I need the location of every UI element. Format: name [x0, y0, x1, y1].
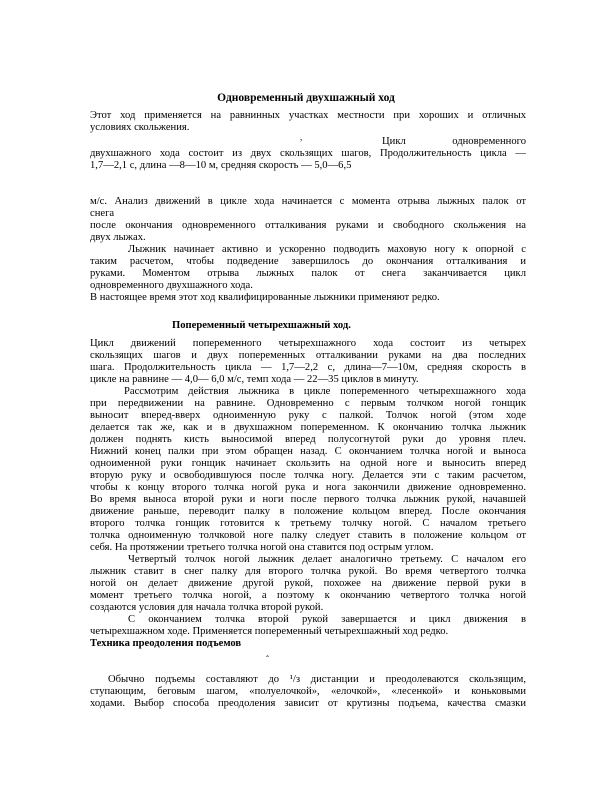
text-line: выносит вперед-вверх одноименную руку с палкой. Толчок ногой (этом ходе: [90, 410, 526, 421]
text-line: руками. Моментом отрыва лыжных палок от снега заканчивается цикл: [90, 268, 526, 279]
text-line: создаются условия для начала толчка второй рукой.: [90, 602, 324, 613]
section-heading-climbing-technique: Техника преодоления подъемов: [90, 638, 242, 649]
text-line: условиях скольжения.: [90, 122, 190, 133]
text-line: момент третьего толчка ногой, а поэтому к окончанию четвертого толчка ногой: [90, 590, 526, 601]
text-line: Цикл движений попеременного четырехшажного хода состоит из четырех: [90, 338, 526, 349]
section-title-simultaneous-two-step: Одновременный двухшажный ход: [217, 92, 395, 104]
text-line: м/с. Анализ движений в цикле хода начинается с момента отрыва лыжных палок от: [90, 196, 526, 207]
text-line: одновременного двухшажного хода.: [90, 280, 253, 291]
text-line: В настоящее время этот ход квалифицированные лыжники применяют редко.: [90, 292, 440, 303]
text-line: Лыжник начинает активно и ускоренно подводить маховую ногу к опорной с: [128, 244, 526, 255]
text-line: должен поднять кисть выносимой вперед полусогнутой руки до уровня плеч.: [90, 434, 526, 445]
text-line: 1,7—2,1 с, длина —8—10 м, средняя скорость — 5,0—6,5: [90, 160, 352, 171]
text-line: Во время выноса второй руки и ноги после первого толчка лыжник рукой, начавшей: [90, 494, 526, 505]
text-line: снега: [90, 208, 115, 219]
text-line: двухшажного хода состоит из двух скользящих шагов, Продолжительность цикла —: [90, 148, 526, 159]
text-line: цикле на равнине — 4,0— 6,0 м/с, темп хода — 22—35 циклов в минуту.: [90, 374, 419, 385]
text-line: Цикл одновременного: [382, 136, 526, 147]
text-line: при передвижении на равнине. Одновременно с первым толчком ногой гонщик: [90, 398, 526, 409]
stray-mark: ,: [300, 132, 303, 142]
text-line: таким расчетом, чтобы подведение завершилось до окончания отталкивания и: [90, 256, 526, 267]
text-line: чтобы к концу второго толчка ногой рука и нога закончили движение одновременно.: [90, 482, 526, 493]
text-line: скользящих шагов и двух попеременных отталкивании руками на два последних: [90, 350, 526, 361]
text-line: С окончанием толчка второй рукой завершается и цикл движения в: [128, 614, 526, 625]
stray-mark: ˆ: [266, 654, 269, 664]
text-line: одноименной руки гонщик начинает скользить на одной ноге и выносить вперед: [90, 458, 526, 469]
text-line: движение раньше, переводит палку в положение кольцом вперед. После окончания: [90, 506, 526, 517]
text-line: толчка одноименную толчковой ноге палку следует ставить в положение кольцом от: [90, 530, 526, 541]
text-line: Обычно подъемы составляют до ¹/з дистанции и преодолеваются скользящим,: [108, 674, 526, 685]
text-line: себя. На протяжении третьего толчка ногой она ставится под острым углом.: [90, 542, 434, 553]
text-line: после окончания одновременного отталкивания руками и свободного скольжения на: [90, 220, 526, 231]
section-heading-four-step: Попеременный четырехшажный ход.: [172, 320, 351, 331]
text-line: ступающим, беговым шагом, «полуелочкой», «елочкой», «лесенкой» и коньковыми: [90, 686, 526, 697]
text-line: шага. Продолжительность цикла — 1,7—2,2 с, длина—7—10м, средняя скорость в: [90, 362, 526, 373]
text-line: второго толчка гонщик готовится к третьему толчку ногой. С началом третьего: [90, 518, 526, 529]
text-line: Нижний конец палки при этом обращен назад. С окончанием толчка ногой и выноса: [90, 446, 526, 457]
text-line: делается так же, как и в двухшажном попеременном. К окончанию толчка лыжник: [90, 422, 526, 433]
text-line: четырехшажном ходе. Применяется попеременный четырехшажный ход редко.: [90, 626, 449, 637]
text-line: двух лыжах.: [90, 232, 146, 243]
text-line: ногой он делает движение другой рукой, похожее на движение первой руки в: [90, 578, 526, 589]
text-line: Четвертый толчок ногой лыжник делает аналогично третьему. С началом его: [128, 554, 526, 565]
text-line: ходами. Выбор способа преодоления зависит от крутизны подъема, качества смазки: [90, 698, 526, 709]
text-line: Этот ход применяется на равнинных участках местности при хороших и отличных: [90, 110, 526, 121]
text-line: вторую руку и освободившуюся после толчка ногу. Делается эти с таким расчетом,: [90, 470, 526, 481]
text-line: Рассмотрим действия лыжника в цикле попеременного четырехшажного хода: [124, 386, 526, 397]
text-line: лыжник ставит в снег палку для второго толчка рукой. Во время четвертого толчка: [90, 566, 526, 577]
